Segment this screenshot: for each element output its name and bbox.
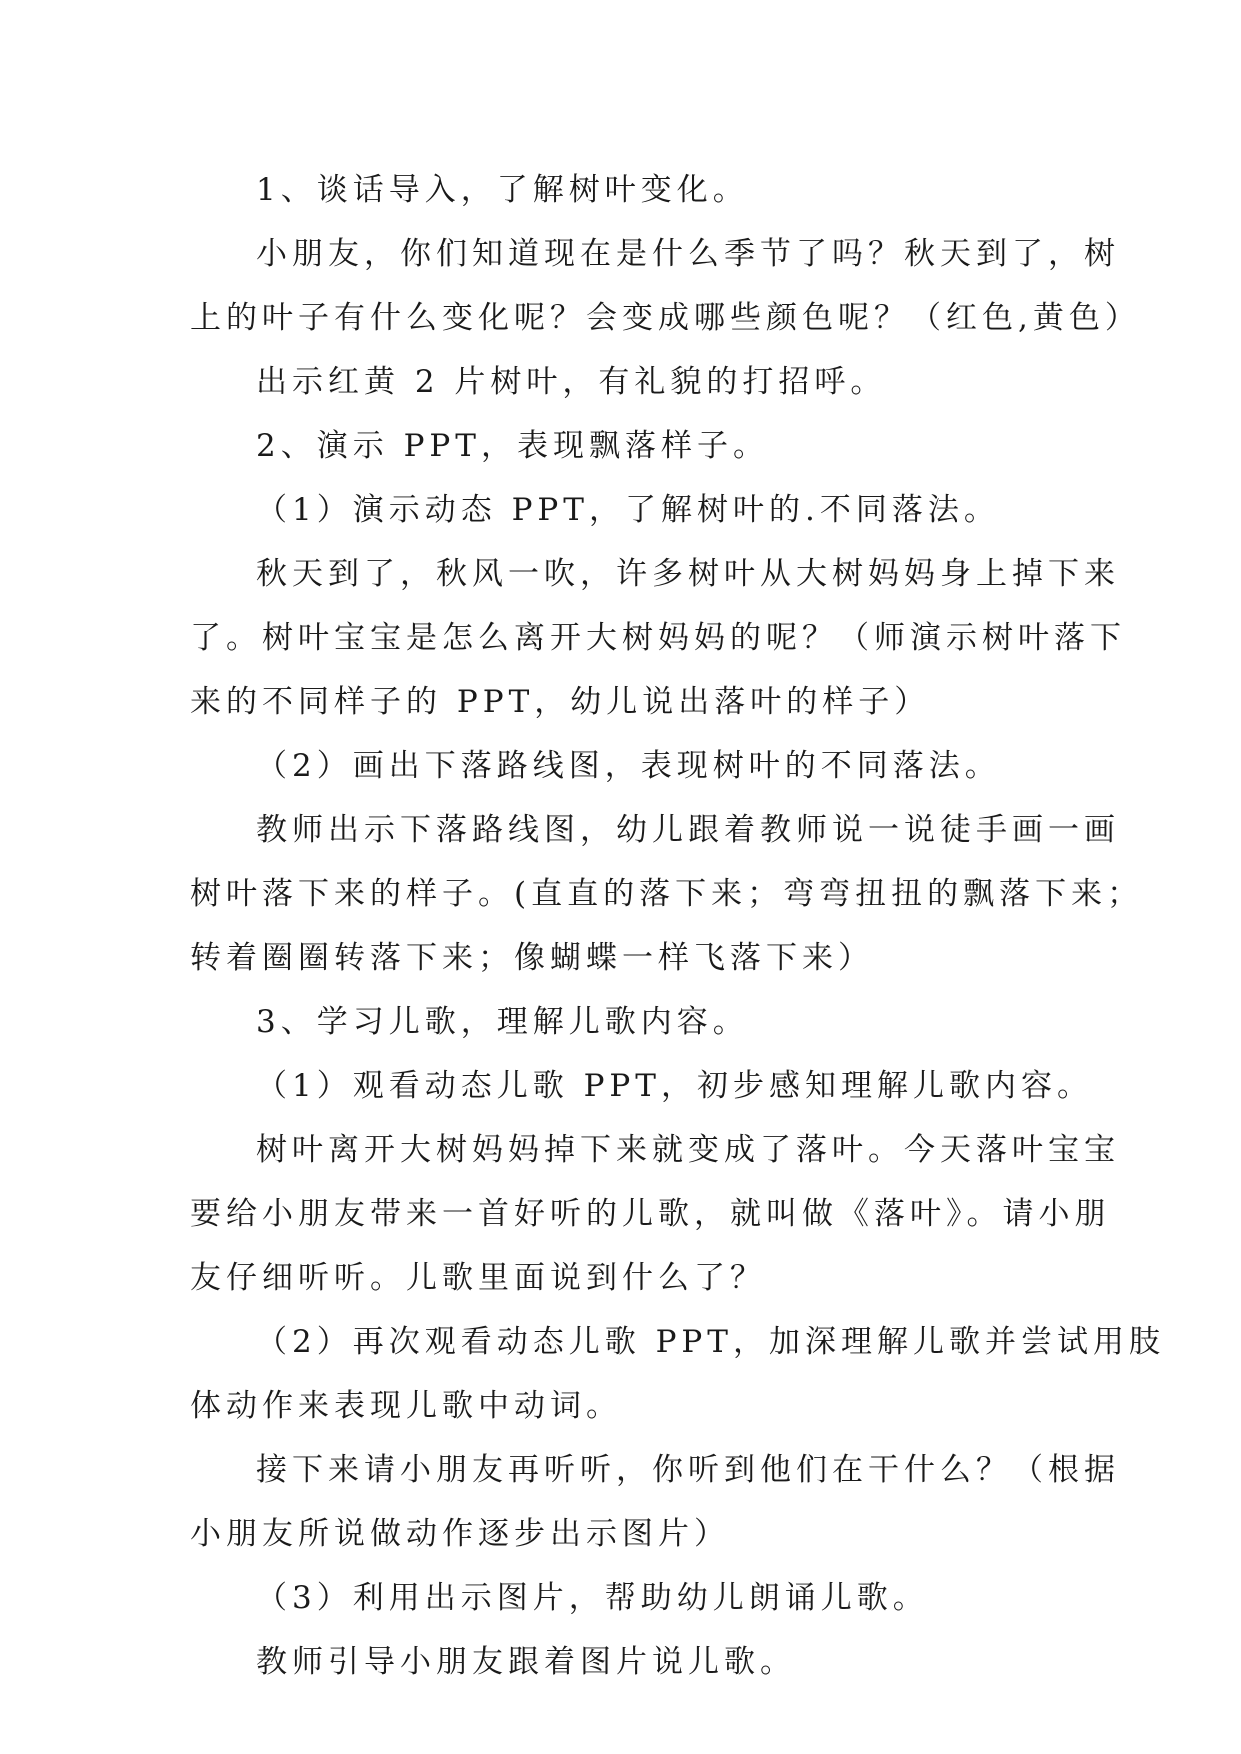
text-line: 小朋友所说做动作逐步出示图片） (190, 1516, 730, 1552)
text-line: 1、谈话导入，了解树叶变化。 (256, 172, 749, 208)
text-line: 了。树叶宝宝是怎么离开大树妈妈的呢？（师演示树叶落下 (190, 620, 1126, 656)
paragraph (190, 1118, 1120, 1310)
paragraph (190, 542, 1126, 734)
paragraph (190, 1310, 1165, 1438)
text-line: 教师出示下落路线图，幼儿跟着教师说一说徒手画一画 (256, 812, 1120, 848)
text-line: （2）再次观看动态儿歌 PPT，加深理解儿歌并尝试用肢 (256, 1324, 1165, 1360)
paragraph (190, 478, 1090, 542)
text-line: 上的叶子有什么变化呢？会变成哪些颜色呢？（红色,黄色） (190, 300, 1141, 336)
text-line: 体动作来表现儿歌中动词。 (190, 1388, 622, 1424)
text-line: 2、演示 PPT，表现飘落样子。 (256, 428, 769, 464)
text-line: 来的不同样子的 PPT，幼儿说出落叶的样子） (190, 684, 931, 720)
paragraph (190, 1438, 1120, 1566)
text-line: 树叶离开大树妈妈掉下来就变成了落叶。今天落叶宝宝 (256, 1132, 1120, 1168)
text-line: 友仔细听听。儿歌里面说到什么了？ (190, 1260, 766, 1296)
text-line: 树叶落下来的样子。(直直的落下来；弯弯扭扭的飘落下来； (190, 876, 1144, 912)
paragraph (190, 222, 1141, 350)
text-line: 教师引导小朋友跟着图片说儿歌。 (256, 1644, 796, 1680)
paragraph (190, 158, 1090, 222)
paragraph (190, 350, 1090, 414)
text-line: （1）演示动态 PPT，了解树叶的.不同落法。 (256, 492, 1000, 528)
text-line: 秋天到了，秋风一吹，许多树叶从大树妈妈身上掉下来 (256, 556, 1120, 592)
paragraph (190, 1566, 1090, 1630)
text-line: 3、学习儿歌，理解儿歌内容。 (256, 1004, 749, 1040)
document-body (190, 158, 1165, 1694)
text-line: （1）观看动态儿歌 PPT，初步感知理解儿歌内容。 (256, 1068, 1093, 1104)
text-line: （3）利用出示图片，帮助幼儿朗诵儿歌。 (256, 1580, 929, 1616)
text-line: 小朋友，你们知道现在是什么季节了吗？秋天到了，树 (256, 236, 1120, 272)
text-line: 接下来请小朋友再听听，你听到他们在干什么？（根据 (256, 1452, 1120, 1488)
paragraph (190, 990, 1090, 1054)
paragraph (190, 734, 1090, 798)
paragraph (190, 414, 1090, 478)
paragraph (190, 1054, 1093, 1118)
paragraph (190, 1630, 1090, 1694)
text-line: （2）画出下落路线图，表现树叶的不同落法。 (256, 748, 1001, 784)
text-line: 出示红黄 2 片树叶，有礼貌的打招呼。 (256, 364, 887, 400)
text-line: 要给小朋友带来一首好听的儿歌，就叫做《落叶》。请小朋 (190, 1196, 1111, 1232)
text-line: 转着圈圈转落下来；像蝴蝶一样飞落下来） (190, 940, 874, 976)
paragraph (190, 798, 1144, 990)
